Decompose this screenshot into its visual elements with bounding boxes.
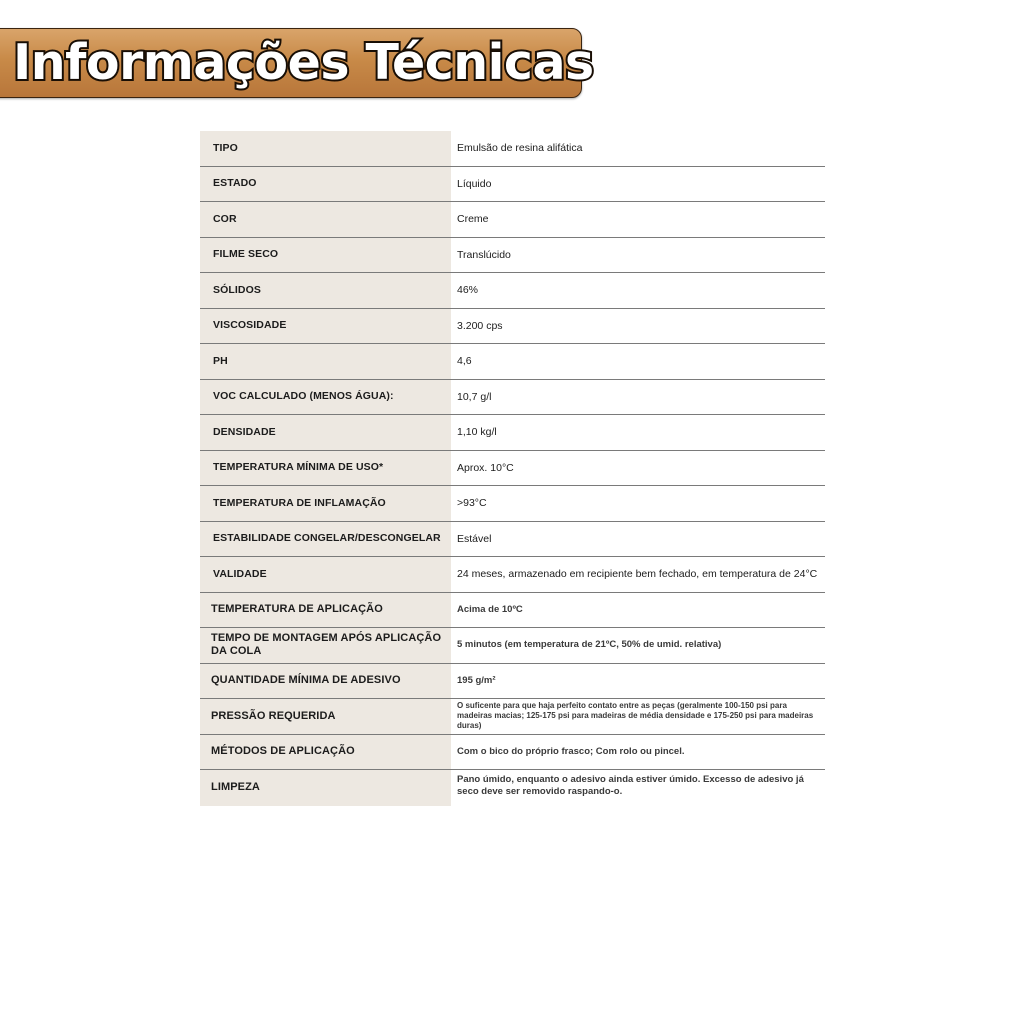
spec-label: DENSIDADE bbox=[200, 415, 451, 450]
spec-row-estado bbox=[200, 167, 825, 203]
spec-row-pressao bbox=[200, 699, 825, 735]
spec-row-metodos bbox=[200, 735, 825, 771]
spec-row-inflamacao bbox=[200, 486, 825, 522]
spec-row-voc bbox=[200, 380, 825, 416]
page-title: Informações Técnicas bbox=[13, 34, 594, 91]
spec-label: VOC CALCULADO (MENOS ÁGUA): bbox=[200, 380, 451, 415]
spec-row-temperatura-minima bbox=[200, 451, 825, 487]
title-banner bbox=[0, 28, 594, 98]
spec-label: TEMPERATURA MÍNIMA DE USO* bbox=[200, 451, 451, 486]
spec-label: QUANTIDADE MÍNIMA DE ADESIVO bbox=[200, 664, 451, 699]
spec-label: TEMPERATURA DE INFLAMAÇÃO bbox=[200, 486, 451, 521]
spec-value: >93°C bbox=[457, 497, 487, 510]
spec-value: O suficente para que haja perfeito contato entre as peças (geralmente 100-150 psi para madeiras macias; 125-175 psi para madeiras de média densidade e 175-250 psi para madeiras duras) bbox=[457, 701, 814, 731]
spec-value: 3.200 cps bbox=[457, 319, 503, 332]
spec-value: 10,7 g/l bbox=[457, 390, 492, 403]
spec-label: TEMPERATURA DE APLICAÇÃO bbox=[200, 593, 451, 628]
specs-table bbox=[200, 131, 825, 806]
spec-value: Estável bbox=[457, 532, 492, 545]
spec-row-tempo-montagem bbox=[200, 628, 825, 664]
spec-label: TIPO bbox=[200, 131, 451, 166]
spec-row-viscosidade bbox=[200, 309, 825, 345]
spec-value: Translúcido bbox=[457, 248, 511, 261]
spec-row-filme-seco bbox=[200, 238, 825, 274]
spec-value: 5 minutos (em temperatura de 21ºC, 50% de umid. relativa) bbox=[457, 639, 722, 651]
spec-row-ph bbox=[200, 344, 825, 380]
spec-value: Aprox. 10°C bbox=[457, 461, 514, 474]
spec-row-tipo bbox=[200, 131, 825, 167]
spec-value: 1,10 kg/l bbox=[457, 426, 497, 439]
spec-row-solidos bbox=[200, 273, 825, 309]
spec-value: Creme bbox=[457, 213, 489, 226]
spec-label: PRESSÃO REQUERIDA bbox=[200, 699, 451, 734]
spec-label: FILME SECO bbox=[200, 238, 451, 273]
spec-label: PH bbox=[200, 344, 451, 379]
spec-value: 195 g/m² bbox=[457, 674, 496, 686]
spec-value: Líquido bbox=[457, 177, 492, 190]
spec-label: COR bbox=[200, 202, 451, 237]
spec-row-limpeza bbox=[200, 770, 825, 806]
spec-value: 4,6 bbox=[457, 355, 472, 368]
spec-value: Com o bico do próprio frasco; Com rolo ou pincel. bbox=[457, 745, 685, 757]
spec-label: MÉTODOS DE APLICAÇÃO bbox=[200, 735, 451, 770]
spec-value: 24 meses, armazenado em recipiente bem fechado, em temperatura de 24°C bbox=[457, 568, 818, 581]
spec-label: VALIDADE bbox=[200, 557, 451, 592]
spec-value: Emulsão de resina alifática bbox=[457, 142, 583, 155]
spec-label: VISCOSIDADE bbox=[200, 309, 451, 344]
spec-row-densidade bbox=[200, 415, 825, 451]
spec-label: SÓLIDOS bbox=[200, 273, 451, 308]
spec-value: 46% bbox=[457, 284, 479, 297]
spec-row-quantidade-adesivo bbox=[200, 664, 825, 700]
spec-row-cor bbox=[200, 202, 825, 238]
spec-label: ESTADO bbox=[200, 167, 451, 202]
spec-label: ESTABILIDADE CONGELAR/DESCONGELAR bbox=[200, 522, 451, 557]
spec-value: Acima de 10ºC bbox=[457, 603, 523, 615]
spec-value: Pano úmido, enquanto o adesivo ainda estiver úmido. Excesso de adesivo já seco deve ser removido raspando-o. bbox=[457, 774, 804, 797]
spec-label: TEMPO DE MONTAGEM APÓS APLICAÇÃO DA COLA bbox=[200, 628, 451, 663]
spec-row-temperatura-aplicacao bbox=[200, 593, 825, 629]
spec-label: LIMPEZA bbox=[200, 770, 451, 806]
spec-row-estabilidade bbox=[200, 522, 825, 558]
spec-row-validade bbox=[200, 557, 825, 593]
